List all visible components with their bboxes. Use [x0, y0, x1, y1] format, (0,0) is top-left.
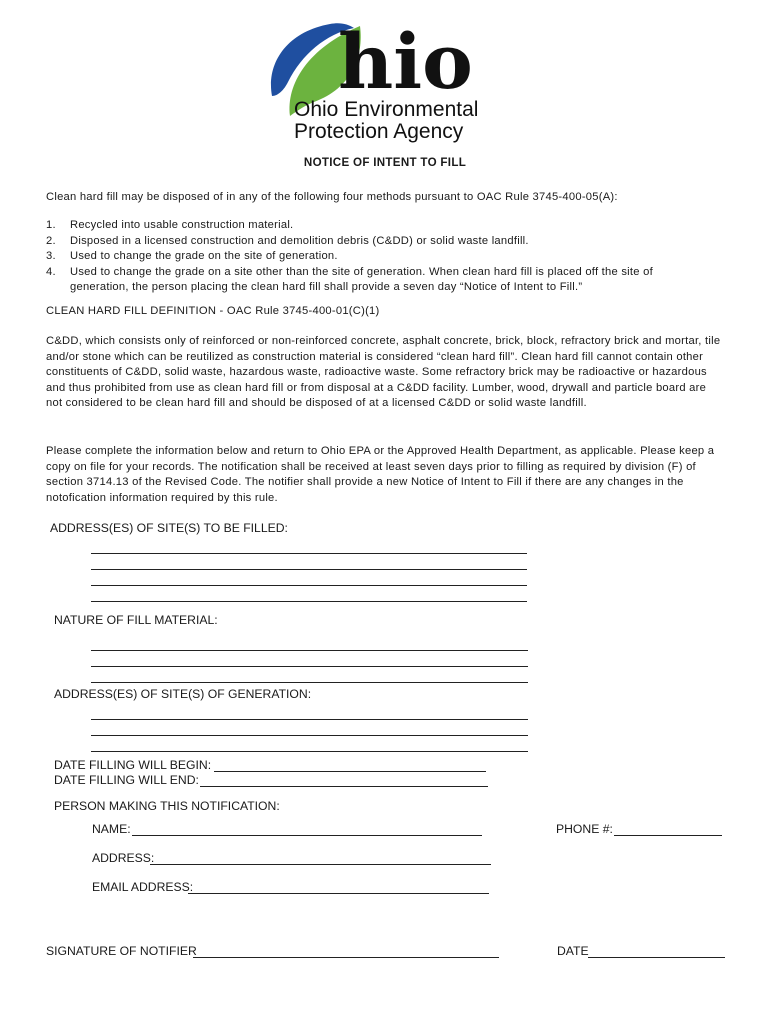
- nature-line-2[interactable]: [91, 666, 528, 667]
- address-label: ADDRESS:: [92, 851, 155, 865]
- signature-label: SIGNATURE OF NOTIFIER: [46, 944, 197, 958]
- addresses-filled-label: ADDRESS(ES) OF SITE(S) TO BE FILLED:: [50, 521, 288, 535]
- nature-line-3[interactable]: [91, 682, 528, 683]
- addresses-filled-line-3[interactable]: [91, 585, 527, 586]
- method-item: 1. Recycled into usable construction material.: [46, 219, 294, 231]
- logo-agency-line2: Protection Agency: [294, 120, 464, 143]
- address-field[interactable]: [150, 864, 491, 865]
- ohio-epa-logo: [268, 12, 508, 148]
- addresses-generation-label: ADDRESS(ES) OF SITE(S) OF GENERATION:: [54, 687, 312, 701]
- logo-agency-line1: Ohio Environmental: [294, 98, 479, 121]
- intro-paragraph: Clean hard fill may be disposed of in any of the following four methods pursuant to OAC Rule 3745-400-05(A):: [46, 191, 618, 203]
- phone-label: PHONE #:: [556, 822, 613, 836]
- email-label: EMAIL ADDRESS:: [92, 880, 194, 894]
- email-field[interactable]: [188, 893, 489, 894]
- nature-line-1[interactable]: [91, 650, 528, 651]
- signature-field[interactable]: [193, 957, 499, 958]
- addresses-filled-line-2[interactable]: [91, 569, 527, 570]
- addresses-filled-line-4[interactable]: [91, 601, 527, 602]
- date-begin-label: DATE FILLING WILL BEGIN:: [54, 758, 212, 772]
- date-end-field[interactable]: [200, 786, 488, 787]
- addresses-filled-line-1[interactable]: [91, 553, 527, 554]
- addresses-generation-line-2[interactable]: [91, 735, 528, 736]
- methods-list: [46, 218, 714, 296]
- addresses-generation-line-3[interactable]: [91, 751, 528, 752]
- page-title: NOTICE OF INTENT TO FILL: [303, 156, 467, 169]
- date-field[interactable]: [588, 957, 725, 958]
- method-item: 2. Disposed in a licensed construction and demolition debris (C&DD) or solid waste landfill.: [46, 234, 529, 247]
- instructions-paragraph: Please complete the information below and return to Ohio EPA or the Approved Health Department, as applicable. Please keep a copy on file for your records. The notification shall be received at least seven days prior to filling as required by division (F) of section 3714.13 of the Revised Code. The notifier shall provide a new Notice of Intent to Fill if there are any changes in the notofication information required by this rule.: [46, 445, 715, 504]
- definition-body: C&DD, which consists only of reinforced or non-reinforced concrete, asphalt concrete, brick, block, refractory brick and mortar, tile and/or stone which can be reutilized as construction material is considered “clean hard fill”. Clean hard fill cannot contain other constituents of C&DD, solid waste, hazardous waste, radioactive waste. Some refractory brick may be radioactive or hazardous and thus prohibited from use as clean hard fill or from disposal at a C&DD facility. Lumber, wood, drywall and particle board are not considered to be clean hard fill and should be disposed of at a licensed C&DD or solid waste landfill.: [46, 335, 721, 410]
- logo-wordmark: hio: [338, 17, 473, 106]
- method-item: 4. Used to change the grade on a site other than the site of generation. When clean hard fill is placed off the site of generation, the person placing the clean hard fill shall provide a seven day “Notice of Intent to Fill.”: [46, 265, 653, 294]
- nature-label: NATURE OF FILL MATERIAL:: [54, 613, 218, 627]
- date-begin-field[interactable]: [214, 771, 486, 772]
- name-label: NAME:: [92, 822, 131, 836]
- definition-heading: CLEAN HARD FILL DEFINITION - OAC Rule 3745-400-01(C)(1): [46, 305, 380, 317]
- addresses-generation-line-1[interactable]: [91, 719, 528, 720]
- method-item: 3. Used to change the grade on the site of generation.: [46, 250, 338, 263]
- date-end-label: DATE FILLING WILL END:: [54, 773, 199, 787]
- phone-field[interactable]: [614, 835, 722, 836]
- person-label: PERSON MAKING THIS NOTIFICATION:: [54, 799, 280, 813]
- name-field[interactable]: [132, 835, 482, 836]
- date-label: DATE: [557, 944, 589, 958]
- leaf-logo-icon: [268, 12, 508, 148]
